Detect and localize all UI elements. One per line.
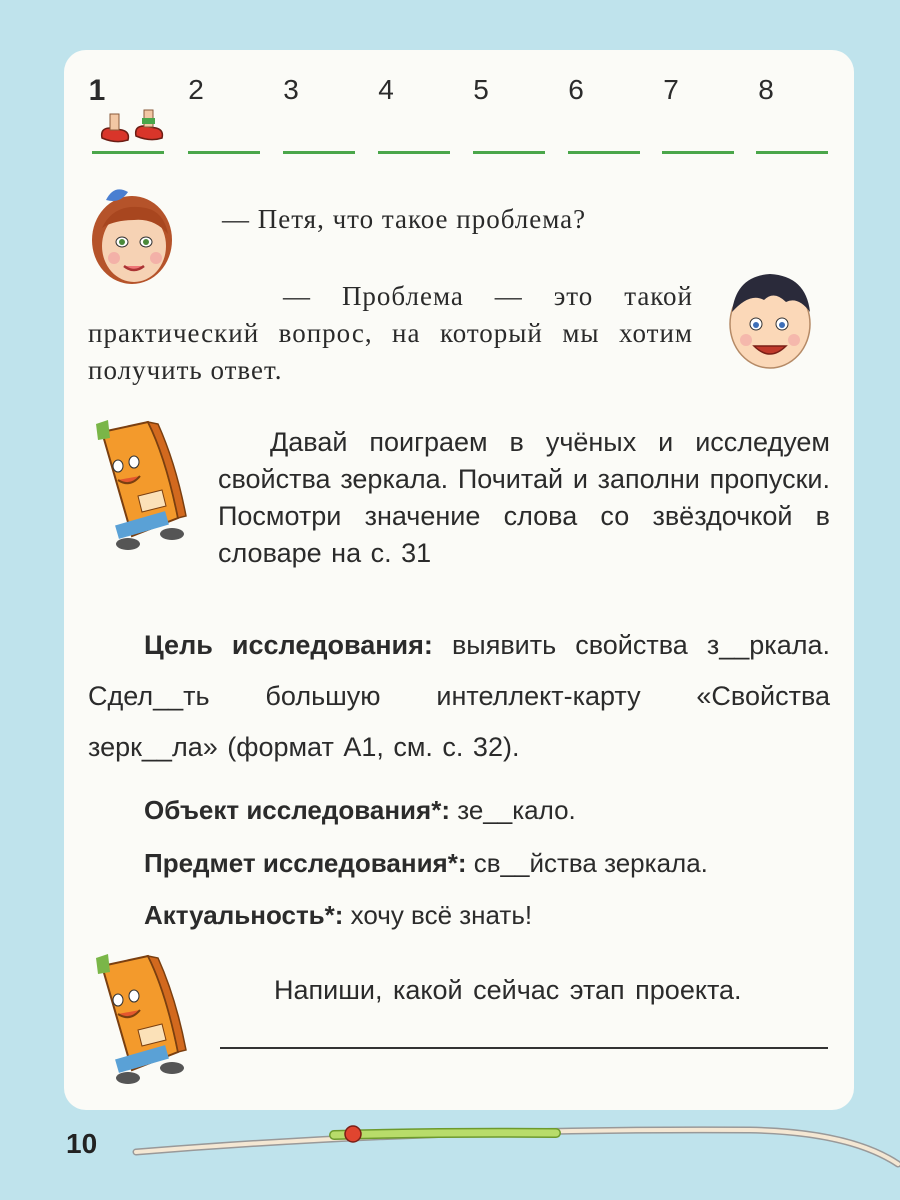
step-1: 1 — [88, 74, 106, 107]
walking-feet-icon — [96, 108, 168, 148]
task-instruction: Напиши, какой сейчас этап проекта. — [274, 975, 742, 1005]
research-object — [144, 795, 576, 826]
dialog-question: — Петя, что такое проблема? — [222, 204, 587, 234]
book-mascot — [88, 418, 194, 554]
dialog-answer — [88, 278, 693, 389]
boy-avatar — [724, 266, 816, 374]
project-steps — [0, 0, 900, 170]
step-line-7 — [662, 151, 734, 154]
step-3: 3 — [283, 74, 299, 105]
step-7: 7 — [663, 74, 679, 105]
step-line-6 — [568, 151, 640, 154]
step-6: 6 — [568, 74, 584, 105]
goal-label: Цель исследования: — [144, 630, 433, 660]
step-line-8 — [756, 151, 828, 154]
research-subject — [144, 848, 708, 879]
goal-text: выявить свойства з__ркала. Сдел__ть большую интеллект-карту «Свойства зерк__ла» (формат А1, см. с. 32). — [88, 630, 830, 762]
object-label: Объект исследования*: — [144, 795, 450, 825]
relevance-text: хочу всё знать! — [343, 900, 533, 930]
research-relevance — [144, 900, 532, 931]
step-4: 4 — [378, 74, 394, 105]
page-progress-bar — [130, 1120, 900, 1170]
step-line-5 — [473, 151, 545, 154]
intro-paragraph — [218, 424, 830, 572]
step-2: 2 — [188, 74, 204, 105]
page-number: 10 — [66, 1128, 98, 1159]
object-text: зе__кало. — [449, 795, 576, 825]
girl-avatar — [84, 178, 184, 290]
step-line-3 — [283, 151, 355, 154]
step-5: 5 — [473, 74, 489, 105]
subject-label: Предмет исследования*: — [144, 848, 467, 878]
subject-text: св__йства зеркала. — [466, 848, 708, 878]
research-goal — [88, 620, 830, 773]
dialog-answer-text: — Проблема — это такой практический вопрос, на который мы хотим получить ответ. — [88, 281, 693, 385]
step-line-2 — [188, 151, 260, 154]
intro-text: Давай поиграем в учёных и исследуем свойства зеркала. Почитай и заполни пропуски. Посмотри значение слова со звёздочкой в словаре на с. 31 — [218, 427, 830, 568]
book-mascot-2 — [88, 952, 194, 1088]
step-8: 8 — [758, 74, 774, 105]
step-line-1 — [92, 151, 164, 154]
relevance-label: Актуальность*: — [144, 900, 344, 930]
step-line-4 — [378, 151, 450, 154]
answer-line[interactable] — [220, 1047, 828, 1049]
